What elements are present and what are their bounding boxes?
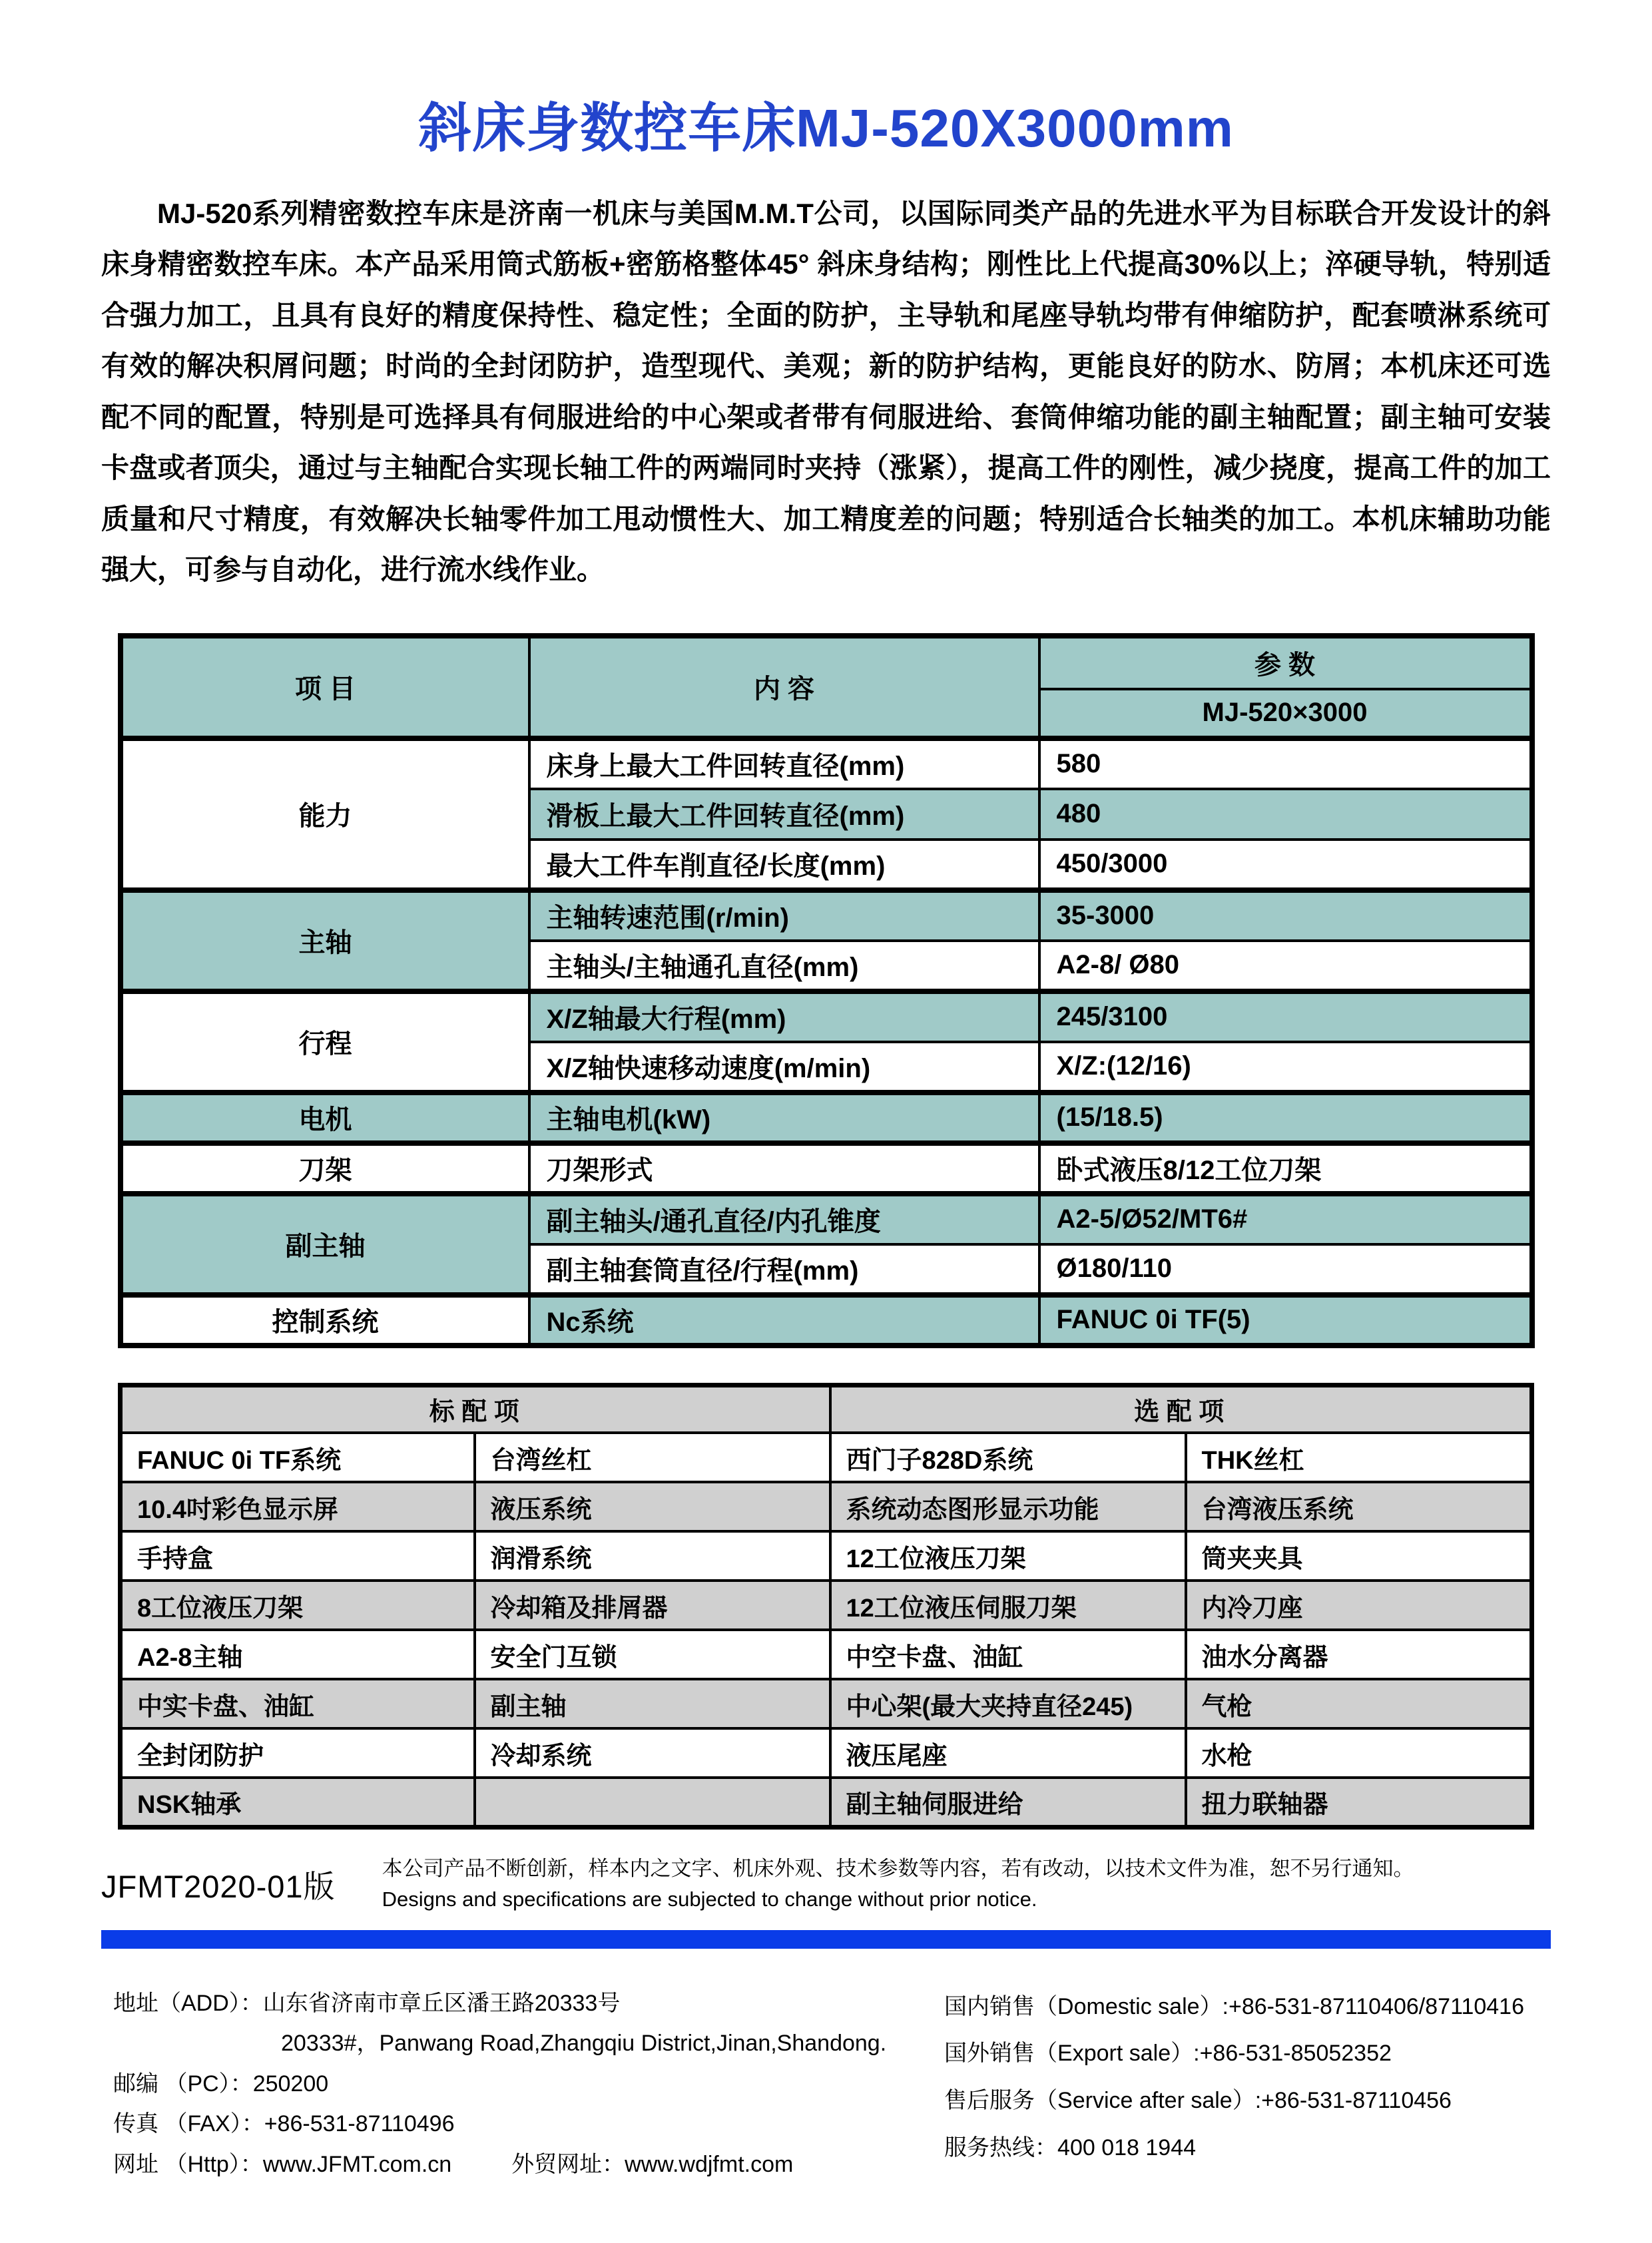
divider-bar: [101, 1930, 1551, 1949]
spec-value: 580: [1039, 738, 1532, 789]
spec-group-label: 能力: [121, 738, 529, 890]
spec-content: X/Z轴快速移动速度(m/min): [529, 1042, 1039, 1093]
catalog-version: JFMT2020-01版: [101, 1868, 336, 1904]
config-cell: NSK轴承: [121, 1778, 475, 1827]
fax-label: 传真 （FAX）：: [113, 2111, 264, 2137]
footer-row: [101, 1854, 1551, 1915]
disclaimer-cn: 本公司产品不断创新，样本内之文字、机床外观、技术参数等内容，若有改动，以技术文件为准，恕不另行通知。: [382, 1856, 1414, 1880]
address-en-value: 20333#，Panwang Road,Zhangqiu District,Jinan,Shandong.: [281, 2031, 887, 2057]
contact-right-block: [944, 1983, 1551, 2185]
spec-content: X/Z轴最大行程(mm): [529, 991, 1039, 1042]
postal-code-label: 邮编 （PC）：: [113, 2071, 253, 2097]
contact-left-block: [113, 1983, 886, 2185]
table-row: [121, 1143, 1532, 1194]
config-cell: 冷却系统: [475, 1728, 830, 1778]
fax-line: [113, 2104, 886, 2144]
spec-group-label: 副主轴: [121, 1194, 529, 1295]
spec-header-model: MJ-520×3000: [1039, 689, 1532, 738]
config-cell: 水枪: [1186, 1728, 1532, 1778]
address-english-line: [113, 2023, 886, 2064]
spec-table: [118, 633, 1535, 1348]
spec-value: 245/3100: [1039, 991, 1532, 1042]
config-header-optional: 选 配 项: [830, 1385, 1532, 1433]
config-cell: 12工位液压刀架: [830, 1531, 1186, 1581]
spec-content: 刀架形式: [529, 1143, 1039, 1194]
spec-content: 床身上最大工件回转直径(mm): [529, 738, 1039, 789]
spec-content: 最大工件车削直径/长度(mm): [529, 840, 1039, 890]
spec-content: 主轴电机(kW): [529, 1093, 1039, 1143]
spec-group-label: 电机: [121, 1093, 529, 1143]
config-cell: 手持盒: [121, 1531, 475, 1581]
spec-value: 卧式液压8/12工位刀架: [1039, 1143, 1532, 1194]
table-row: [121, 890, 1532, 941]
table-row: [121, 991, 1532, 1042]
config-cell: 西门子828D系统: [830, 1433, 1186, 1482]
config-table: [118, 1383, 1534, 1830]
config-cell: 润滑系统: [475, 1531, 830, 1581]
config-cell: 内冷刀座: [1186, 1581, 1532, 1630]
spec-value: 450/3000: [1039, 840, 1532, 890]
config-cell: THK丝杠: [1186, 1433, 1532, 1482]
spec-header-item: 项 目: [121, 636, 529, 738]
postal-code-value: 250200: [252, 2071, 329, 2097]
spec-group-label: 行程: [121, 991, 529, 1093]
address-value: 山东省济南市章丘区潘王路20333号: [262, 1990, 621, 2016]
trade-website-value: www.wdjfmt.com: [625, 2151, 794, 2177]
postal-code-line: [113, 2064, 886, 2105]
table-row: [121, 1295, 1532, 1346]
config-cell: 10.4吋彩色显示屏: [121, 1482, 475, 1531]
config-cell: 中实卡盘、油缸: [121, 1679, 475, 1728]
spec-header-param: 参 数: [1039, 636, 1532, 689]
config-cell: 系统动态图形显示功能: [830, 1482, 1186, 1531]
page-title: 斜床身数控车床MJ-520X3000mm: [418, 99, 1234, 158]
website-label: 网址 （Http）：: [113, 2151, 263, 2177]
intro-paragraph: MJ-520系列精密数控车床是济南一机床与美国M.M.T公司，以国际同类产品的先进水平为目标联合开发设计的斜床身精密数控车床。本产品采用筒式筋板+密筋格整体45° 斜床身结构；刚性比上代提高30%以上；淬硬导轨，特别适合强力加工，且具有良好的精度保持性、稳定性；全面的防护，主导轨和尾座导轨均带有伸缩防护，配套喷淋系统可有效的解决积屑问题；时尚的全封闭防护，造型现代、美观；新的防护结构，更能良好的防水、防屑；本机床还可选配不同的配置，特别是可选择具有伺服进给的中心架或者带有伺服进给、套筒伸缩功能的副主轴配置；副主轴可安装卡盘或者顶尖，通过与主轴配合实现长轴工件的两端同时夹持（涨紧），提高工件的刚性，减少挠度，提高工件的加工质量和尺寸精度，有效解决长轴零件加工甩动惯性大、加工精度差的问题；特别适合长轴类的加工。本机床辅助功能强大，可参与自动化，进行流水线作业。: [101, 198, 1551, 586]
website-value: www.JFMT.com.cn: [262, 2151, 452, 2177]
spec-value: 480: [1039, 789, 1532, 840]
config-cell: 中空卡盘、油缸: [830, 1630, 1186, 1679]
config-cell: FANUC 0i TF系统: [121, 1433, 475, 1482]
spec-group-label: 控制系统: [121, 1295, 529, 1346]
config-cell: 冷却箱及排屑器: [475, 1581, 830, 1630]
address-line: [113, 1983, 886, 2024]
spec-content: Nc系统: [529, 1295, 1039, 1346]
domestic-sale-line: 国内销售（Domestic sale）:+86-531-87110406/87110416: [944, 1993, 1524, 2019]
table-row: [121, 1630, 1532, 1679]
config-cell: 筒夹夹具: [1186, 1531, 1532, 1581]
disclaimer-en: Designs and specifications are subjected to change without prior notice.: [382, 1887, 1037, 1911]
table-row: [121, 1778, 1532, 1827]
table-row: [121, 1482, 1532, 1531]
spec-group-label: 主轴: [121, 890, 529, 991]
config-cell: 台湾丝杠: [475, 1433, 830, 1482]
spec-group-label: 刀架: [121, 1143, 529, 1194]
spec-content: 副主轴套筒直径/行程(mm): [529, 1244, 1039, 1295]
spec-content: 主轴头/主轴通孔直径(mm): [529, 941, 1039, 991]
disclaimer: [382, 1854, 1414, 1915]
config-cell: 副主轴伺服进给: [830, 1778, 1186, 1827]
table-row: [121, 1581, 1532, 1630]
config-cell: 全封闭防护: [121, 1728, 475, 1778]
service-hotline-line: [944, 2124, 1524, 2172]
config-cell: 台湾液压系统: [1186, 1482, 1532, 1531]
spec-content: 滑板上最大工件回转直径(mm): [529, 789, 1039, 840]
config-cell: 气枪: [1186, 1679, 1532, 1728]
config-cell: 12工位液压伺服刀架: [830, 1581, 1186, 1630]
config-cell: 油水分离器: [1186, 1630, 1532, 1679]
trade-website-label: 外贸网址：: [511, 2151, 625, 2177]
config-cell: 8工位液压刀架: [121, 1581, 475, 1630]
config-cell: A2-8主轴: [121, 1630, 475, 1679]
config-cell: 液压系统: [475, 1482, 830, 1531]
export-sale-line: 国外销售（Export sale）:+86-531-85052352: [944, 2041, 1392, 2067]
config-cell: 副主轴: [475, 1679, 830, 1728]
config-cell: 液压尾座: [830, 1728, 1186, 1778]
spec-value: 35-3000: [1039, 890, 1532, 941]
table-row: [121, 738, 1532, 789]
spec-value: X/Z:(12/16): [1039, 1042, 1532, 1093]
spec-value: FANUC 0i TF(5): [1039, 1295, 1532, 1346]
contact-section: [113, 1983, 1551, 2185]
spec-content: 主轴转速范围(r/min): [529, 890, 1039, 941]
fax-value: +86-531-87110496: [264, 2111, 455, 2137]
table-row: [121, 1679, 1532, 1728]
after-sale-service-line: 售后服务（Service after sale）:+86-531-87110456: [944, 2087, 1452, 2113]
spec-value: A2-5/Ø52/MT6#: [1039, 1194, 1532, 1244]
spec-value: (15/18.5): [1039, 1093, 1532, 1143]
table-row: [121, 1531, 1532, 1581]
spec-value: Ø180/110: [1039, 1244, 1532, 1295]
config-cell: 中心架(最大夹持直径245): [830, 1679, 1186, 1728]
table-row: [121, 1093, 1532, 1143]
table-row: [121, 1194, 1532, 1244]
spec-value: A2-8/ Ø80: [1039, 941, 1532, 991]
table-row: [121, 1433, 1532, 1482]
spec-header-row: [121, 636, 1532, 689]
config-cell: 安全门互锁: [475, 1630, 830, 1679]
config-header-row: [121, 1385, 1532, 1433]
config-cell: 扭力联轴器: [1186, 1778, 1532, 1827]
hotline-label: 服务热线：: [944, 2134, 1058, 2160]
table-row: [121, 1728, 1532, 1778]
config-cell: [475, 1778, 830, 1827]
hotline-value: 400 018 1944: [1057, 2134, 1197, 2160]
spec-content: 副主轴头/通孔直径/内孔锥度: [529, 1194, 1039, 1244]
spec-header-content: 内 容: [529, 636, 1039, 738]
config-header-standard: 标 配 项: [121, 1385, 830, 1433]
website-line: [113, 2144, 886, 2185]
address-label: 地址（ADD）：: [113, 1990, 263, 2016]
